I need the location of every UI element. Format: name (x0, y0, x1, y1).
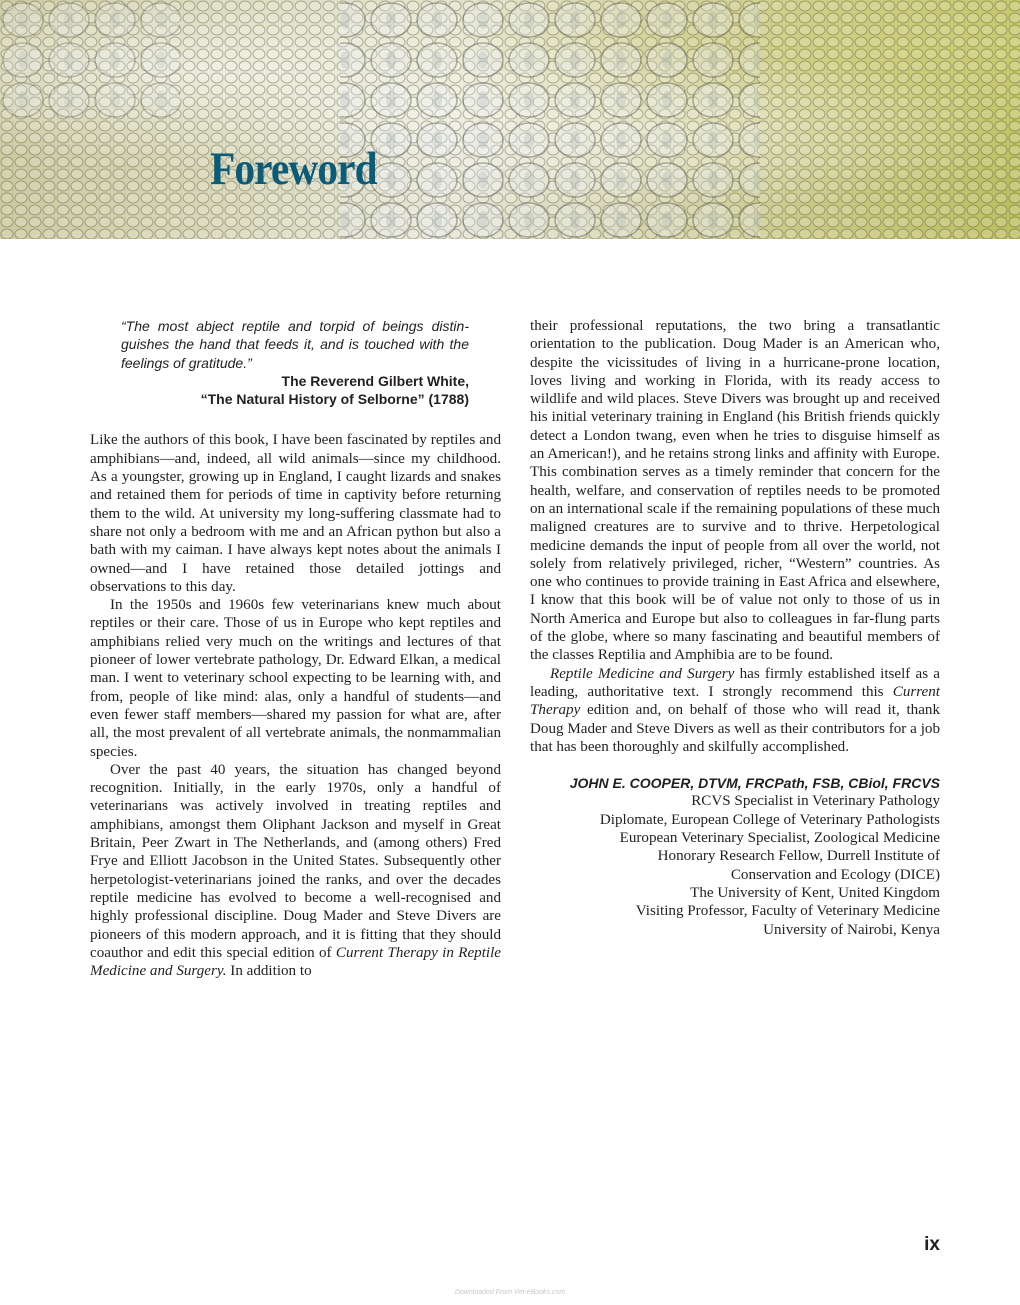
book-title-italic-2: Reptile Medicine and Surgery (550, 665, 735, 682)
signature-name: JOHN E. COOPER, DTVM, FRCPath, FSB, CBiol, FRCVS (569, 775, 940, 792)
paragraph-5-text: has firmly established itself as a leading, authoritative text. I strongly recommend this (530, 665, 940, 700)
signature-line: Conservation and Ecology (DICE) (730, 866, 940, 883)
paragraph-2: In the 1950s and 1960s few veterinarians knew much about reptiles or their care. Those of us in Europe who kept reptiles and amphibians relied very much on the writings and lectures of that pioneer of lower vertebrate pathology, Dr. Edward Elkan, a medical man. I went to veterinary school expecting to be learning with, and from, people of like mind: alas, only a handful of students—and even fewer staff members—shared my passion for what are, after all, the most prevalent of all vertebrate animals, the nonmammalian species. (90, 597, 501, 760)
paragraph-3-text: Over the past 40 years, the situation has changed beyond recognition. Initially, in the early 1970s, only a handful of veterinarians was actively involved in treating reptiles and amphibians, amongst them Oliphant Jackson and myself in Great Britain, Peer Zwart in The Netherlands, and (among others) Fred Frye and Elliott Jacobson in the United States. Subsequently other herpetologist-veterinarians joined the ranks, and over the decades reptile medicine has evolved to become a well-recognised and highly professional discipline. Doug Mader and Steve Divers are pioneers of this modern approach, and it is fitting that they should coauthor and edit this special edition of (90, 761, 501, 961)
header-banner-image (0, 0, 1020, 239)
epigraph-source: “The Natural History of Selborne” (1788) (200, 391, 469, 408)
paragraph-3 (90, 761, 501, 981)
paragraph-3-end: In addition to (226, 963, 312, 980)
signature-line: Honorary Research Fellow, Durrell Institute of (657, 848, 940, 865)
left-column (90, 317, 501, 980)
paragraph-1: Like the authors of this book, I have been fascinated by reptiles and amphibians—and, indeed, all wild animals—since my childhood. As a youngster, growing up in England, I caught lizards and snakes and retained them for periods of time in captivity before returning them to the wild. At university my long-suffering classmate had to share not only a bedroom with me and an African python but also a bath with my caiman. I have always kept notes about the animals I owned—and I have retained those detailed jottings and observations to this day. (90, 432, 501, 595)
edition-italic: Current Therapy (530, 683, 940, 719)
signature-line: RCVS Specialist in Veterinary Pathology (691, 793, 940, 810)
reptile-skin-texture (0, 0, 1020, 239)
epigraph-author: The Reverend Gilbert White, (281, 372, 469, 389)
signature-line: Visiting Professor, Faculty of Veterinary Medicine (635, 903, 940, 920)
signature-block (530, 774, 940, 939)
epigraph-quote: “The most abject reptile and torpid of beings distin-guishes the hand that feeds it, and is touched with the feelings of gratitude.” (121, 318, 469, 371)
page-number: ix (924, 1234, 940, 1255)
paragraph-5 (530, 665, 940, 756)
signature-line: The University of Kent, United Kingdom (690, 884, 940, 901)
signature-line: Diplomate, European College of Veterinary Pathologists (599, 811, 940, 828)
epigraph (121, 317, 469, 408)
page-title: Foreword (210, 143, 377, 195)
paragraph-5-end: edition and, on behalf of those who will read it, thank Doug Mader and Steve Divers as well as their contributors for a job that has been thoroughly and skilfully accomplished. (530, 702, 940, 755)
right-column (530, 317, 940, 939)
signature-line: University of Nairobi, Kenya (763, 921, 940, 938)
book-title-italic: Current Therapy in Reptile Medicine and Surgery. (90, 944, 501, 980)
paragraph-4: their professional reputations, the two bring a transatlantic orientation to the publication. Doug Mader is an American who, despite the vicissitudes of living in a hurricane-prone location, loves living and working in Florida, with its ready access to wildlife and wild places. Steve Divers was brought up and received his initial veterinary training in England (his British friends quickly detect a London twang, even when he tries to disguise himself as an American!), and he retains strong links and affinity with Europe. This combination serves as a timely reminder that concern for the health, welfare, and conservation of reptiles needs to be promoted on an international scale if the remaining populations of these much maligned creatures are to survive and to thrive. Herpetological medicine demands the input of people from all over the world, not solely from relatively privileged, richer, “Western” countries. As one who continues to provide training in East Africa and elsewhere, I know that this book will be of value not only to those of us in North America and Europe but also to colleagues in far-flung parts of the globe, where so many fascinating and beautiful members of the classes Reptilia and Amphibia are to be found. (530, 318, 940, 664)
download-watermark: Downloaded From Vet-eBooks.com (454, 1289, 566, 1296)
signature-line: European Veterinary Specialist, Zoological Medicine (619, 830, 940, 847)
